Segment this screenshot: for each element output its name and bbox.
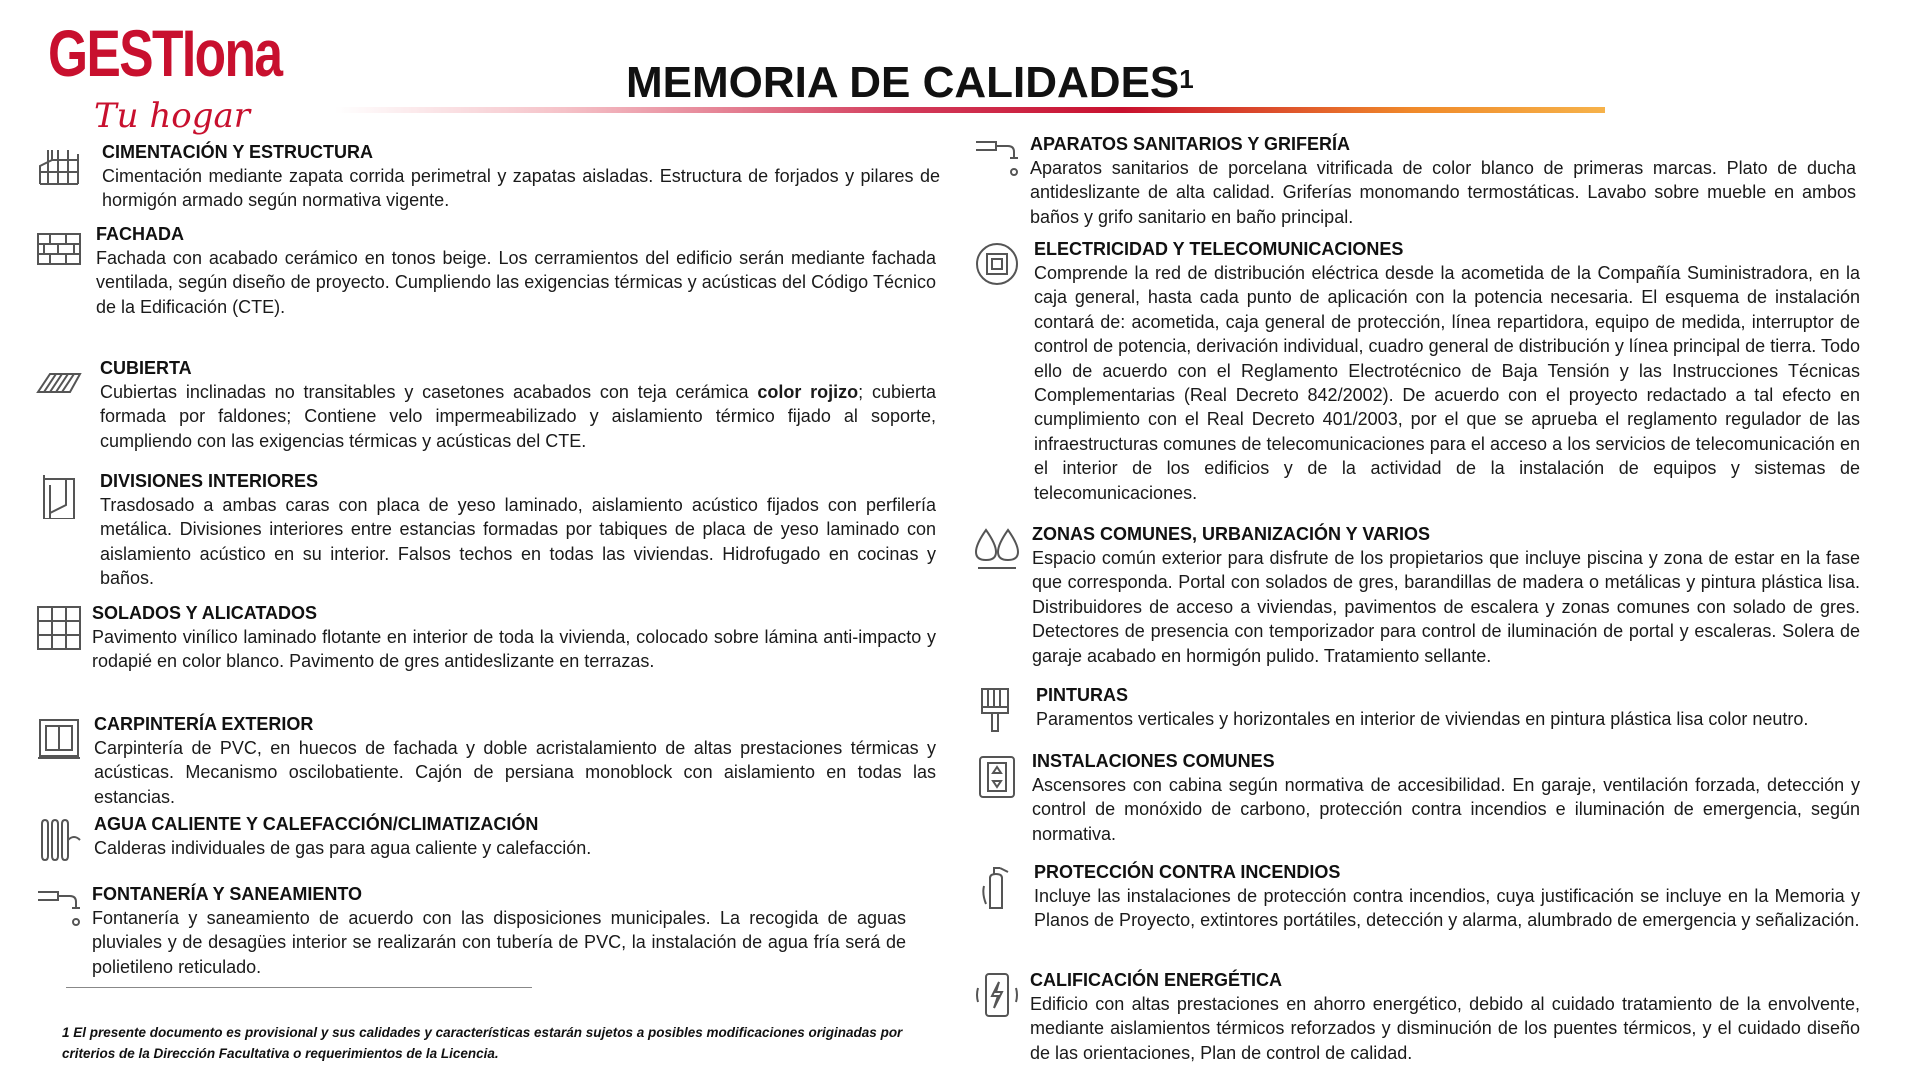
roof-tiles-icon [36,360,82,406]
section-heading: PROTECCIÓN CONTRA INCENDIOS [1034,862,1341,882]
section-heading: CIMENTACIÓN Y ESTRUCTURA [102,142,374,162]
section-heading: CUBIERTA [100,358,192,378]
elevator-icon [974,753,1020,799]
section-text: Incluye las instalaciones de protección contra incendios, cuya justificación se incluye en la Memoria y Planos de Proyecto, extintores portátiles, detección y alarma, alumbrado de emergencia y señalización. [1034,886,1860,931]
logo-brand: GESTIona [48,16,282,90]
gestiona-logo [48,18,288,138]
section-heading: INSTALACIONES COMUNES [1032,751,1275,771]
tap-icon [974,136,1020,182]
text-part: Cubiertas inclinadas no transitables y casetones acabados con teja cerámica [100,382,758,402]
section-heading: SOLADOS Y ALICATADOS [92,603,318,623]
footnote-divider [66,987,532,988]
section-text: Cimentación mediante zapata corrida perimetral y zapatas aisladas. Estructura de forjados y pilares de hormigón armado según normativa vigente. [102,166,940,211]
section-text: Trasdosado a ambas caras con placa de yeso laminado, aislamiento acústico fijados con perfilería metálica. Divisiones interiores entre estancias formadas por tabiques de placa de yeso laminado con aislamiento acústico en su interior. Falsos techos en todas las viviendas. Hidrofugado en cocinas y baños. [100,495,936,589]
fire-extinguisher-icon [974,864,1020,910]
structure-icon [36,144,82,190]
electric-socket-icon [974,241,1020,287]
section-heading: PINTURAS [1036,685,1129,705]
brick-wall-icon [36,226,82,272]
section-text: Edificio con altas prestaciones en ahorro energético, debido al cuidado tratamiento de la envolvente, mediante aislamientos térmicos reforzados y disminución de los puentes térmicos, y el cuidado diseño de las orientaciones, Plan de control de calidad. [1030,994,1860,1063]
water-drops-icon [974,526,1020,572]
floor-tiles-icon [36,605,82,651]
paint-brush-icon [974,687,1020,733]
window-icon [36,716,82,762]
logo-tagline: Tu hogar [94,96,251,136]
energy-phone-icon [974,972,1020,1018]
section-heading: FACHADA [96,224,184,244]
title-gradient-bar [335,107,1605,113]
section-text: Calderas individuales de gas para agua caliente y calefacción. [94,838,592,858]
section-heading: APARATOS SANITARIOS Y GRIFERÍA [1030,134,1351,154]
section-heading: CALIFICACIÓN ENERGÉTICA [1030,970,1282,990]
footnote: 1 El presente documento es provisional y sus calidades y características estarán sujetos a posibles modificaciones originadas por criterios de la Dirección Facultativa o requerimientos de la Licencia. [62,1025,903,1061]
text-part: ; cubierta formada por faldones; Contiene velo impermeabilizado y aislamiento térmico fijado al soporte, cumpliendo con las exigencias térmicas y acústicas del CTE. [100,382,936,451]
section-text: Pavimento vinílico laminado flotante en interior de toda la vivienda, colocado sobre lámina anti-impacto y rodapié en color blanco. Pavimento de gres antideslizante en terrazas. [92,627,936,672]
section-text: Fachada con acabado cerámico en tonos beige. Los cerramientos del edificio serán mediante fachada ventilada, según diseño de proyecto. Cumpliendo las exigencias térmicas y acústicas del Código Técnico de la Edificación (CTE). [96,248,936,317]
interior-door-icon [36,473,82,519]
section-heading: DIVISIONES INTERIORES [100,471,319,491]
page-title [626,55,1194,111]
section-text: Paramentos verticales y horizontales en interior de viviendas en pintura plástica lisa color neutro. [1036,709,1809,729]
section-heading: ELECTRICIDAD Y TELECOMUNICACIONES [1034,239,1404,259]
faucet-icon [36,886,82,932]
section-heading: ZONAS COMUNES, URBANIZACIÓN Y VARIOS [1032,524,1431,544]
section-text: Comprende la red de distribución eléctrica desde la acometida de la Compañía Suministradora, en la caja general, hasta cada punto de aplicación con la potencia necesaria. El esquema de instalación contará de: acometida, caja general de protección, línea repartidora, equipo de medida, interruptor de control de potencia, derivación individual, cuadro general de distribución y línea principal de tierra. Todo ello de acuerdo con el Reglamento Electrotécnico de Baja Tensión y las Instrucciones Técnicas Complementarias (Real Decreto 842/2002). De acuerdo con el proyecto redactado a tal efecto en cumplimiento con el Real Decreto 401/2003, por el que se aprueba el reglamento regulador de las infraestructuras comunes de telecomunicaciones para el acceso a los servicios de telecomunicación en el interior de los edificios y de la actividad de la instalación de equipos y sistemas de telecomunicaciones. [1034,263,1860,503]
section-text: Carpintería de PVC, en huecos de fachada y doble acristalamiento de altas prestaciones térmicas y acústicas. Mecanismo oscilobatiente. Cajón de persiana monoblock con aislamiento en todas las estancias. [94,738,936,807]
section-heading: FONTANERÍA Y SANEAMIENTO [92,884,363,904]
section-text: Espacio común exterior para disfrute de los propietarios que incluye piscina y zona de estar en la fase que corresponda. Portal con solados de gres, barandillas de madera o metálicas y pintura plástica lisa. Distribuidores de acceso a viviendas, pavimentos de escalera y zonas comunes con solado de gres. Detectores de presencia con temporizador para control de iluminación de portal y escaleras. Solera de garaje acabado en hormigón pulido. Tratamiento sellante. [1032,548,1860,666]
section-heading: CARPINTERÍA EXTERIOR [94,714,314,734]
section-text [100,380,936,453]
text-bold: color rojizo [757,382,859,402]
section-heading: AGUA CALIENTE Y CALEFACCIÓN/CLIMATIZACIÓN [94,814,539,834]
section-text: Fontanería y saneamiento de acuerdo con las disposiciones municipales. La recogida de aguas pluviales y de desagües interior se realizarán con tubería de PVC, la instalación de agua fría será de polietileno reticulado. [92,908,906,977]
section-text: Ascensores con cabina según normativa de accesibilidad. En garaje, ventilación forzada, detección y control de monóxido de carbono, protección contra incendios e iluminación de emergencia, según normativa. [1032,775,1860,844]
radiator-icon [36,816,82,862]
section-text: Aparatos sanitarios de porcelana vitrificada de color blanco de primeras marcas. Plato de ducha antideslizante de alta calidad. Griferías monomando termostáticas. Lavabo sobre mueble en ambos baños y grifo sanitario en baño principal. [1030,158,1856,227]
title-footnote-mark: 1 [1179,64,1194,94]
page-title-text: MEMORIA DE CALIDADES [626,58,1180,107]
